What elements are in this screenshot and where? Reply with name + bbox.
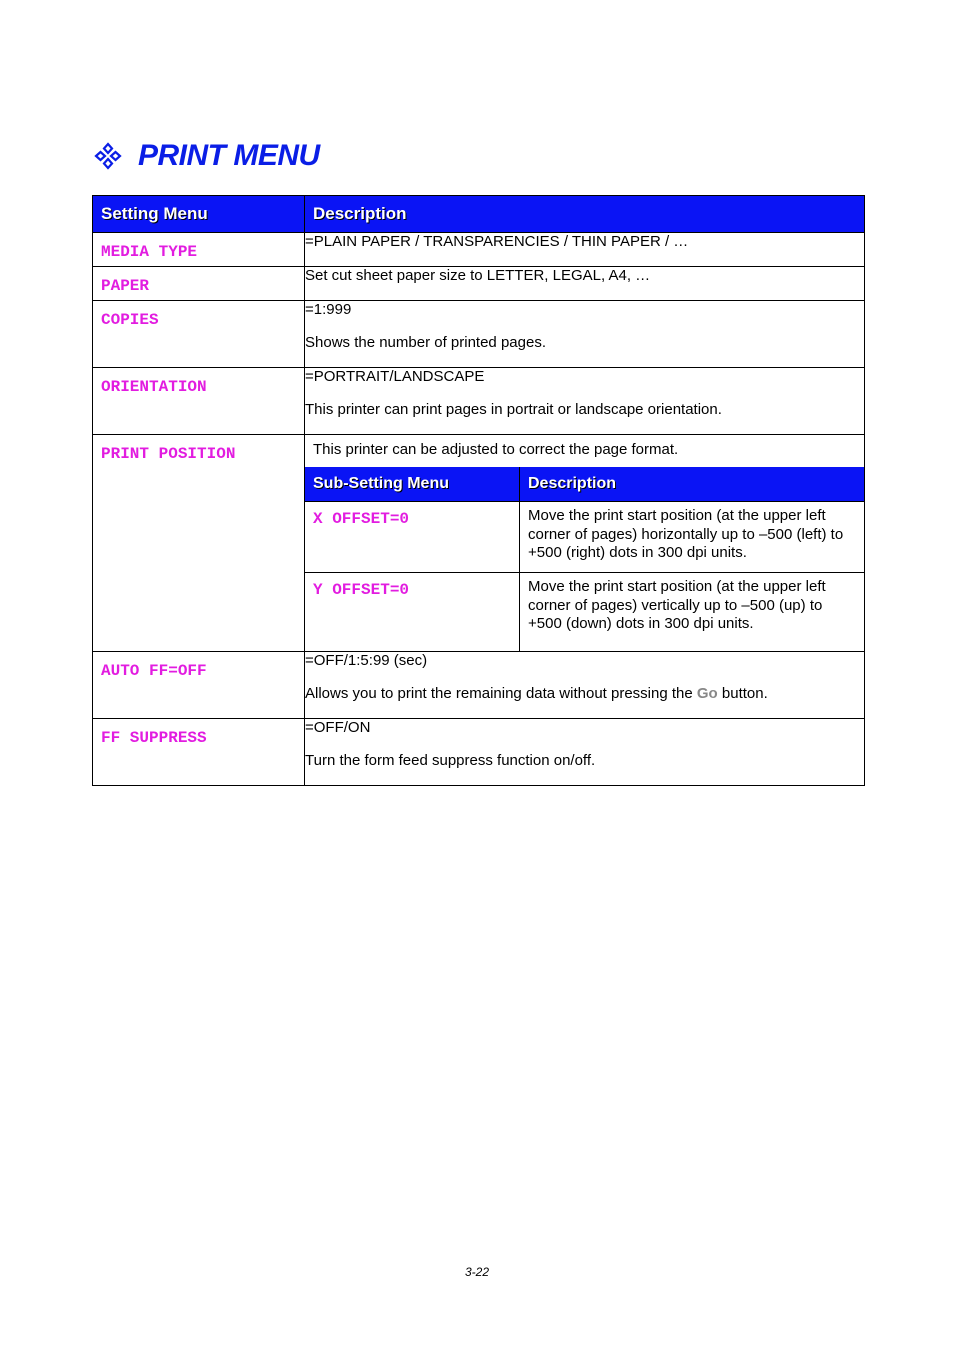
setting-name: COPIES: [101, 311, 159, 329]
sub-table-row: [305, 573, 864, 651]
page-title: [94, 136, 320, 176]
table-row: [93, 301, 865, 368]
sub-setting-name: Y OFFSET=0: [305, 573, 520, 651]
setting-description: Turn the form feed suppress function on/off.: [305, 751, 596, 769]
header-setting-menu: Setting Menu: [93, 196, 305, 233]
sub-setting-name: X OFFSET=0: [305, 502, 520, 573]
setting-name: ORIENTATION: [101, 378, 207, 396]
diamond-bullet-icon: [94, 142, 122, 170]
setting-value-range: =1:999: [305, 301, 352, 318]
setting-name: MEDIA TYPE: [101, 243, 198, 261]
header-sub-setting-menu: Sub-Setting Menu: [305, 467, 520, 502]
setting-value-range: =OFF/ON: [305, 718, 371, 736]
setting-name: AUTO FF=OFF: [101, 661, 207, 680]
setting-name: PRINT POSITION: [101, 445, 236, 463]
table-row: [93, 718, 865, 785]
table-row: [93, 368, 865, 435]
setting-value-range: =PORTRAIT/LANDSCAPE: [305, 368, 485, 385]
print-menu-table: [92, 195, 865, 786]
setting-name: FF SUPPRESS: [101, 728, 207, 747]
table-row: [93, 435, 865, 652]
page-number: 3-22: [464, 1265, 490, 1279]
sub-setting-description: Move the print start position (at the upper left corner of pages) vertically up to –500 (up) to +500 (down) dots in 300 dpi units.: [520, 573, 865, 651]
table-header-row: [93, 196, 865, 233]
setting-description: =PLAIN PAPER / TRANSPARENCIES / THIN PAPER / …: [305, 233, 689, 250]
setting-description: Shows the number of printed pages.: [305, 334, 546, 351]
page-title-text: PRINT MENU: [138, 139, 320, 172]
setting-value-range: =OFF/1:5:99 (sec): [305, 651, 428, 669]
sub-table-row: [305, 502, 864, 573]
sub-setting-table: [305, 467, 864, 651]
table-row: [93, 233, 865, 267]
setting-description: This printer can be adjusted to correct the page format.: [313, 441, 679, 458]
setting-name: PAPER: [101, 277, 150, 295]
sub-table-header-row: [305, 467, 864, 502]
sub-setting-description: Move the print start position (at the upper left corner of pages) horizontally up to –500 (left) to +500 (right) dots in 300 dpi units.: [520, 502, 865, 573]
header-description: Description: [305, 196, 865, 233]
setting-description: Set cut sheet paper size to LETTER, LEGAL, A4, …: [305, 267, 651, 284]
table-row: [93, 267, 865, 301]
table-row: [93, 651, 865, 718]
setting-description: This printer can print pages in portrait or landscape orientation.: [305, 401, 722, 418]
setting-description: Allows you to print the remaining data without pressing the Go button.: [305, 684, 768, 702]
header-sub-description: Description: [520, 467, 865, 502]
go-button-label: Go: [696, 684, 718, 702]
